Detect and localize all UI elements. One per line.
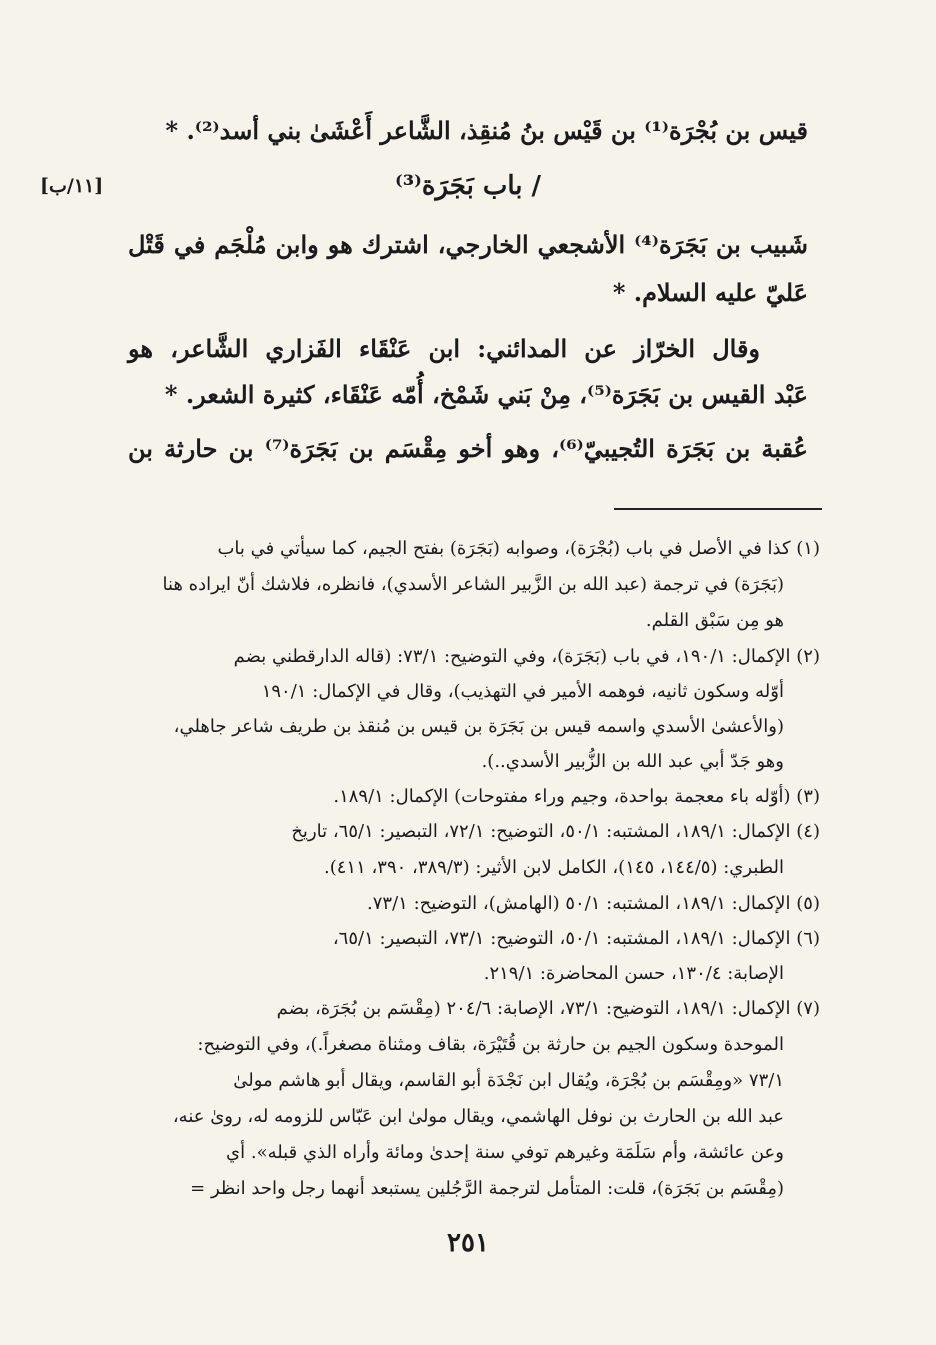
footnote-5: (٥) الإكمال: ١٨٩/١، المشتبه: ٥٠/١ (الهامش)، التوضيح: ٧٣/١. [367,893,820,914]
footnote-7-line3: ٧٣/١ «ومِقْسَم بن بُجْرَة، ويُقال ابن نَجْدَة أبو القاسم، ويقال أبو هاشم مولىٰ [233,1070,784,1091]
folio-marker: [١١/ب] [40,175,104,197]
entry-abdqays-line2: عَبْد القيس بن بَجَرَة⁽⁵⁾، مِنْ بَني شَمْخ، أُمّه عَنْقَاء، كثيرة الشعر. * [164,380,808,409]
footnote-1-line1: (١) كذا في الأصل في باب (بُجْرَة)، وصوابه (بَجَرَة) بفتح الجيم، كما سيأتي في باب [217,538,820,559]
footnote-separator [614,508,822,510]
footnote-7-line4: عبد الله بن الحارث بن نوفل الهاشمي، ويقال مولىٰ ابن عَبّاس للزومه له، روىٰ عنه، [172,1106,784,1127]
section-heading: / باب بَجَرَة⁽³⁾ [394,171,542,201]
footnote-2-line2: أوّله وسكون ثانيه، فوهمه الأمير في التهذيب)، وقال في الإكمال: ١٩٠/١ [261,681,784,702]
footnote-6-line1: (٦) الإكمال: ١٨٩/١، المشتبه: ٥٠/١، التوضيح: ٧٣/١، التبصير: ٦٥/١، [332,928,820,949]
footnote-7-line1: (٧) الإكمال: ١٨٩/١، التوضيح: ٧٣/١، الإصابة: ٢٠٤/٦ (مِقْسَم بن بُجَرَة، بضم [276,998,820,1019]
entry-qays-line: قيس بن بُجْرَة⁽¹⁾ بن قَيْس بنُ مُنقِذ، الشَّاعر أَعْشَىٰ بني أسد⁽²⁾. * [165,116,808,145]
footnote-1-line3: هو مِن سَبْق القلم. [645,610,784,631]
footnote-7-line2: الموحدة وسكون الجيم بن حارثة بن قُتَيْرَة، بقاف ومثناة مصغراً.)، وفي التوضيح: [197,1034,784,1055]
footnote-7-line6: (مِقْسَم بن بَجَرَة)، قلت: المتأمل لترجمة الرَّجُلين يستبعد أنهما رجل واحد انظر = [190,1178,784,1199]
footnote-2-line1: (٢) الإكمال: ١٩٠/١، في باب (بَجَرَة)، وفي التوضيح: ٧٣/١: (قاله الدارقطني بضم [233,646,820,667]
entry-abdqays-line1: وقال الخرّاز عن المدائني: ابن عَنْقَاء الفَزاري الشَّاعر، هو [128,334,760,363]
footnote-6-line2: الإصابة: ١٣٠/٤، حسن المحاضرة: ٢١٩/١. [483,963,784,984]
footnote-1-line2: (بَجَرَة) في ترجمة (عبد الله بن الزَّبير الشاعر الأسدي)، فانظره، فلاشك أنّ ايراده هنا [162,574,784,595]
entry-uqba-line: عُقبة بن بَجَرَة التُجيبيّ⁽⁶⁾، وهو أخو مِقْسَم بن بَجَرَة⁽⁷⁾ بن حارثة بن [128,434,808,463]
footnote-4-line1: (٤) الإكمال: ١٨٩/١، المشتبه: ٥٠/١، التوضيح: ٧٢/١، التبصير: ٦٥/١، تاريخ [291,821,820,842]
page-number: ٢٥١ [447,1228,489,1258]
footnote-7-line5: وعن عائشة، وأم سَلَمَة وغيرهم توفي سنة إحدىٰ ومائة وأراه الذي قبله». أي [226,1142,784,1163]
footnote-2-line3: (والأعشىٰ الأسدي واسمه قيس بن بَجَرَة بن قيس بن مُنقذ بن طريف شاعر جاهلي، [173,716,784,737]
footnote-2-line4: وهو جَدّ أبي عبد الله بن الزُّبير الأسدي..). [481,751,784,772]
entry-shabib-line1: شَبيب بن بَجَرَة⁽⁴⁾ الأشجعي الخارجي، اشترك هو وابن مُلْجَم في قَتْل [128,230,808,259]
footnote-4-line2: الطبري: (١٤٤/٥، ١٤٥)، الكامل لابن الأثير: (٣٨٩/٣، ٣٩٠، ٤١١). [323,857,784,878]
entry-shabib-line2: عَليّ عليه السلام. * [612,278,808,307]
footnote-3: (٣) (أوّله باء معجمة بواحدة، وجيم وراء مفتوحات) الإكمال: ١٨٩/١. [333,786,820,807]
